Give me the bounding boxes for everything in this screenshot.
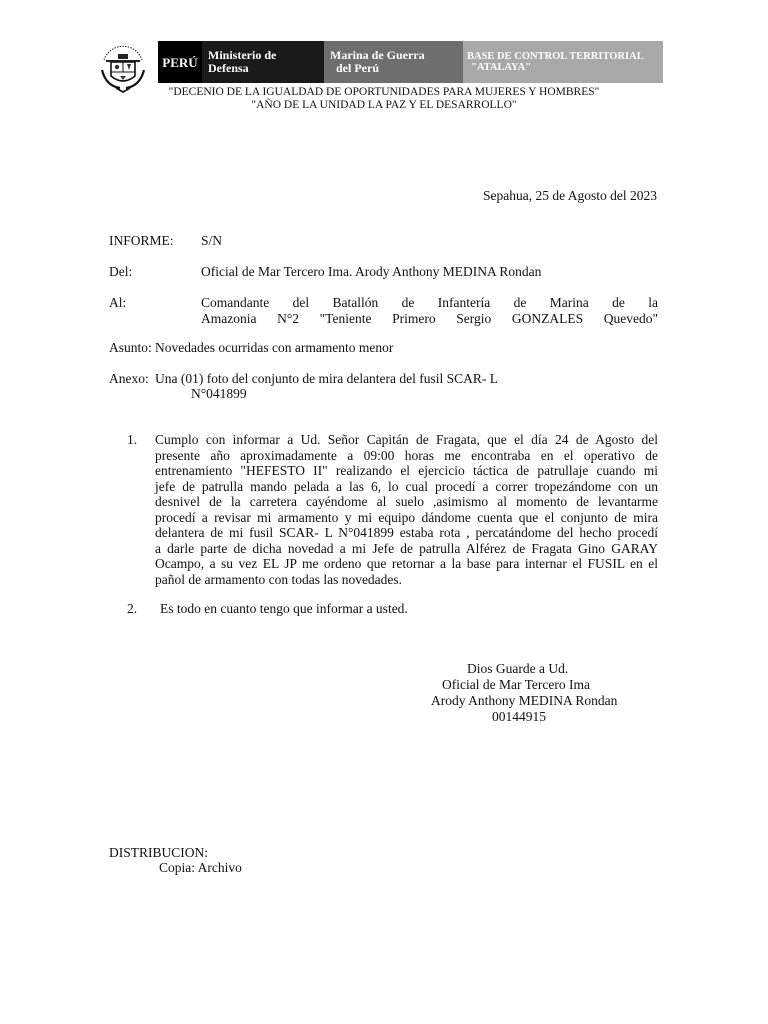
header-ministry-line2: Defensa — [208, 61, 249, 75]
paragraph-2-number: 2. — [127, 601, 138, 616]
signature-id-number: 00144915 — [492, 709, 546, 724]
del-value: Oficial de Mar Tercero Ima. Arody Anthony MEDINA Rondan — [201, 264, 542, 279]
header-navy-line2: del Perú — [336, 61, 379, 75]
asunto-label: Asunto: — [109, 340, 152, 355]
header-ministry-block — [202, 41, 324, 83]
paragraph-1-line: procedí a revisar mi armamento y mi equipo dándome cuenta que el conjunto de mira — [155, 509, 658, 525]
paragraph-1-line: presente año aproximadamente a 09:00 horas me encontraba en el operativo de — [155, 447, 658, 463]
paragraph-1-line: jefe de patrulla mando pelada a las 6, lo cual procedí a correr tropezándome con un — [155, 478, 658, 494]
motto-line-1: "DECENIO DE LA IGUALDAD DE OPORTUNIDADES PARA MUJERES Y HOMBRES" — [168, 86, 600, 98]
al-value-line1: Comandante del Batallón de Infantería de Marina de la — [201, 295, 658, 310]
paragraph-1-line: pañol de armamento con todas las novedades. — [155, 571, 403, 587]
informe-value: S/N — [201, 233, 223, 248]
header-navy-line1: Marina de Guerra — [330, 48, 425, 62]
paragraph-1 — [155, 432, 658, 587]
header-country-block — [158, 41, 202, 83]
place-date: Sepahua, 25 de Agosto del 2023 — [483, 188, 657, 203]
del-label: Del: — [109, 264, 133, 279]
header-base-line1: BASE DE CONTROL TERRITORIAL — [467, 51, 644, 62]
paragraph-1-line: Ocampo, a su vez EL JP me ordeno que retornar a la base para internar el FUSIL en el — [155, 556, 658, 571]
header-country: PERÚ — [162, 54, 198, 70]
anexo-value-line2: N°041899 — [191, 386, 247, 401]
distribution-title: DISTRIBUCION: — [109, 845, 209, 860]
informe-label: INFORME: — [109, 233, 174, 248]
motto-line-2: "AÑO DE LA UNIDAD LA PAZ Y EL DESARROLLO" — [251, 99, 517, 111]
paragraph-1-line: a darle parte de dicha novedad a mi Jefe de patrulla Alférez de Fragata Gino GARAY — [155, 540, 658, 556]
header-navy-block — [324, 41, 463, 83]
al-value-line2: Amazonia N°2 "Teniente Primero Sergio GONZALES Quevedo" — [201, 311, 658, 326]
paragraph-1-line: Cumplo con informar a Ud. Señor Capitán de Fragata, que el día 24 de Agosto del — [155, 432, 658, 447]
anexo-value-line1: Una (01) foto del conjunto de mira delantera del fusil SCAR- L — [155, 371, 499, 386]
header-base-line2: "ATALAYA" — [471, 62, 532, 73]
distribution-copy: Copia: Archivo — [159, 860, 242, 875]
header-ministry-line1: Ministerio de — [208, 48, 277, 62]
paragraph-1-line: delantera de mi fusil SCAR- L N°041899 estaba rota , percatándome del hecho procedí — [155, 525, 658, 540]
paragraph-1-number: 1. — [127, 432, 138, 447]
paragraph-2: Es todo en cuanto tengo que informar a usted. — [160, 601, 408, 616]
header-base-block — [463, 41, 663, 83]
al-label: Al: — [109, 295, 127, 310]
signature-rank: Oficial de Mar Tercero Ima — [442, 677, 590, 692]
signature-greeting: Dios Guarde a Ud. — [467, 661, 569, 676]
paragraph-1-line: desnivel de la carretera cayéndome al suelo ,asimismo al momento de levantarme — [155, 494, 658, 509]
signature-name: Arody Anthony MEDINA Rondan — [431, 693, 618, 708]
paragraph-1-line: entrenamiento "HEFESTO II" realizando el ejercicio táctica de patrullaje cuando mi — [155, 463, 658, 478]
asunto-value: Novedades ocurridas con armamento menor — [155, 340, 394, 355]
anexo-label: Anexo: — [109, 371, 149, 386]
